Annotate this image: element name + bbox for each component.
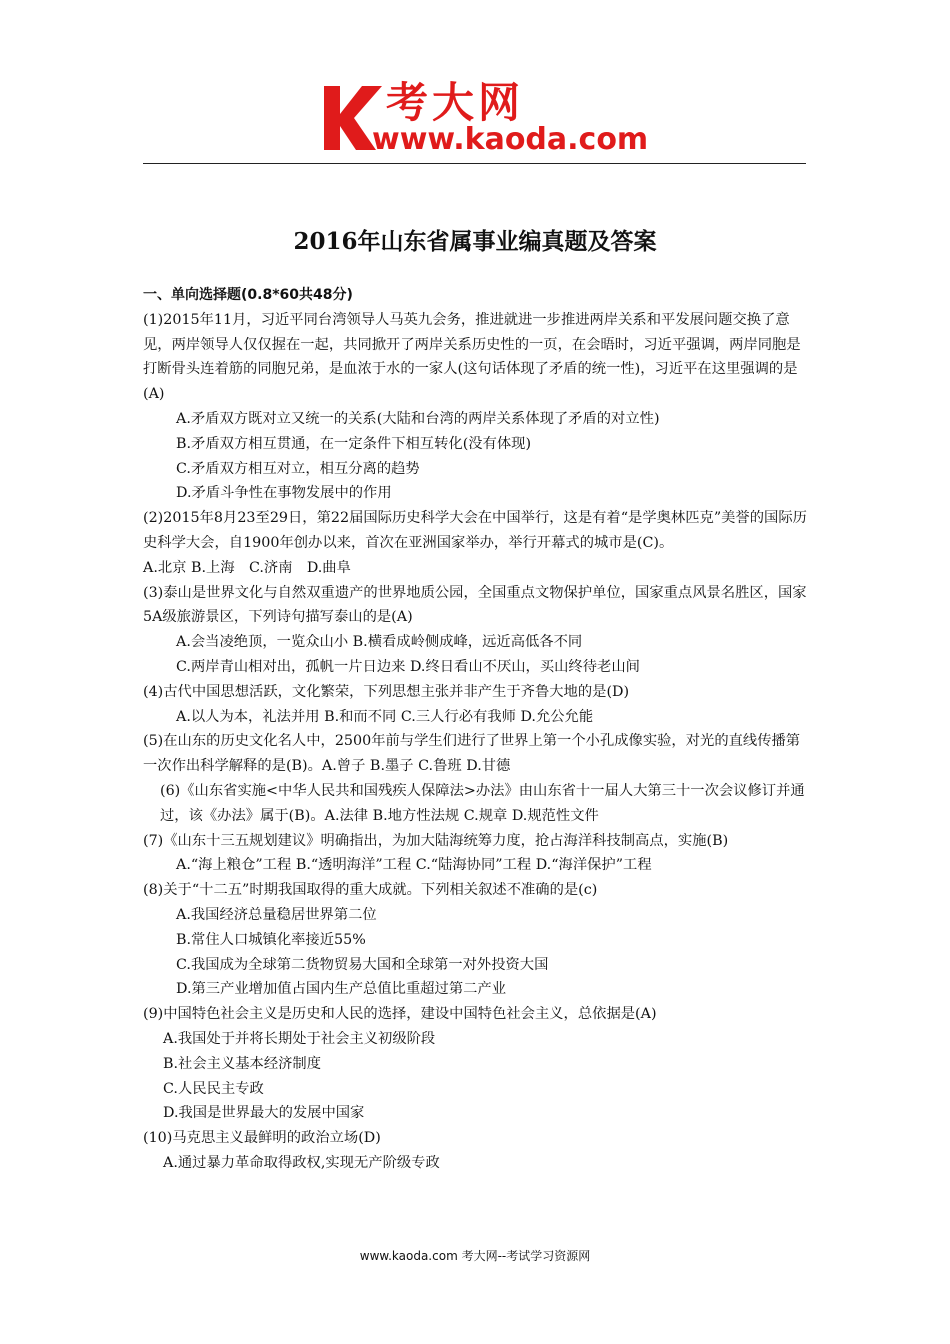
question-9: (9)中国特色社会主义是历史和人民的选择，建设中国特色社会主义，总依据是(A) (143, 1006, 657, 1023)
q9-option-d: D.我国是世界最大的发展中国家 (163, 1105, 365, 1122)
q1-option-b: B.矛盾双方相互贯通，在一定条件下相互转化(没有体现) (176, 435, 532, 452)
q3-options-cd: C.两岸青山相对出，孤帆一片日边来 D.终日看山不厌山，买山终待老山间 (176, 658, 640, 675)
question-8: (8)关于“十二五”时期我国取得的重大成就。下列相关叙述不准确的是(c) (143, 882, 598, 899)
q1-option-c: C.矛盾双方相互对立，相互分离的趋势 (176, 460, 420, 477)
question-4: (4)古代中国思想活跃，文化繁荣，下列思想主张并非产生于齐鲁大地的是(D) (143, 683, 630, 700)
logo-url-text: www.kaoda.com (372, 122, 649, 157)
question-7: (7)《山东十三五规划建议》明确指出，为加大陆海统筹力度，抢占海洋科技制高点，实施(B) (143, 832, 729, 849)
q8-option-d: D.第三产业增加值占国内生产总值比重超过第二产业 (176, 981, 507, 998)
document-body (143, 283, 813, 1176)
q1-option-d: D.矛盾斗争性在事物发展中的作用 (176, 485, 392, 502)
q4-options: A.以人为本，礼法并用 B.和而不同 C.三人行必有我师 D.允公允能 (176, 708, 594, 725)
q9-option-a: A.我国处于并将长期处于社会主义初级阶段 (163, 1030, 436, 1047)
q10-option-a: A.通过暴力革命取得政权,实现无产阶级专政 (163, 1154, 440, 1171)
q2-options: A.北京 B.上海 C.济南 D.曲阜 (143, 559, 351, 576)
logo-brand-text: 考大网 (386, 78, 525, 127)
question-6: (6)《山东省实施<中华人民共和国残疾人保障法>办法》由山东省十一届人大第三十一次会议修订并通过，该《办法》属于(B)。A.法律 B.地方性法规 C.规章 D.规范性文件 (160, 782, 805, 824)
question-2: (2)2015年8月23至29日，第22届国际历史科学大会在中国举行，这是有着“是学奥林匹克”美誉的国际历史科学大会，自1900年创办以来，首次在亚洲国家举办，举行开幕式的城市是(C)。 (143, 510, 807, 551)
q3-options-ab: A.会当凌绝顶，一览众山小 B.横看成岭侧成峰，远近高低各不同 (176, 634, 583, 651)
question-1: (1)2015年11月，习近平同台湾领导人马英九会务，推进就进一步推进两岸关系和平发展问题交换了意见，两岸领导人仅仅握在一起，共同掀开了两岸关系历史性的一页，在会晤时，习近平强调，两岸同胞是打断骨头连着筋的同胞兄弟，是血浓于水的一家人(这句话体现了矛盾的统一性)，习近平在这里强调的是(A) (143, 311, 801, 403)
q7-options: A.“海上粮仓”工程 B.“透明海洋”工程 C.“陆海协同”工程 D.“海洋保护”工程 (176, 857, 652, 874)
header-divider (143, 163, 806, 164)
q9-option-c: C.人民民主专政 (163, 1080, 264, 1097)
q8-option-c: C.我国成为全球第二货物贸易大国和全球第一对外投资大国 (176, 956, 549, 973)
q8-option-b: B.常住人口城镇化率接近55% (176, 931, 366, 948)
question-10: (10)马克思主义最鲜明的政治立场(D) (143, 1130, 381, 1147)
document-title: 2016年山东省属事业编真题及答案 (293, 228, 657, 255)
q8-option-a: A.我国经济总量稳居世界第二位 (176, 906, 377, 923)
q9-option-b: B.社会主义基本经济制度 (163, 1055, 322, 1072)
q1-option-a: A.矛盾双方既对立又统一的关系(大陆和台湾的两岸关系体现了矛盾的对立性) (176, 410, 660, 427)
section-heading: 一、单向选择题(0.8*60共48分) (143, 287, 353, 303)
question-3: (3)泰山是世界文化与自然双重遗产的世界地质公园，全国重点文物保护单位，国家重点风景名胜区，国家5A级旅游景区，下列诗句描写泰山的是(A) (143, 584, 807, 626)
kaoda-logo (318, 78, 648, 158)
question-5: (5)在山东的历史文化名人中，2500年前与学生们进行了世界上第一个小孔成像实验，对光的直线传播第一次作出科学解释的是(B)。A.曾子 B.墨子 C.鲁班 D.甘德 (143, 733, 801, 775)
page-footer: www.kaoda.com 考大网--考试学习资源网 (359, 1249, 591, 1263)
